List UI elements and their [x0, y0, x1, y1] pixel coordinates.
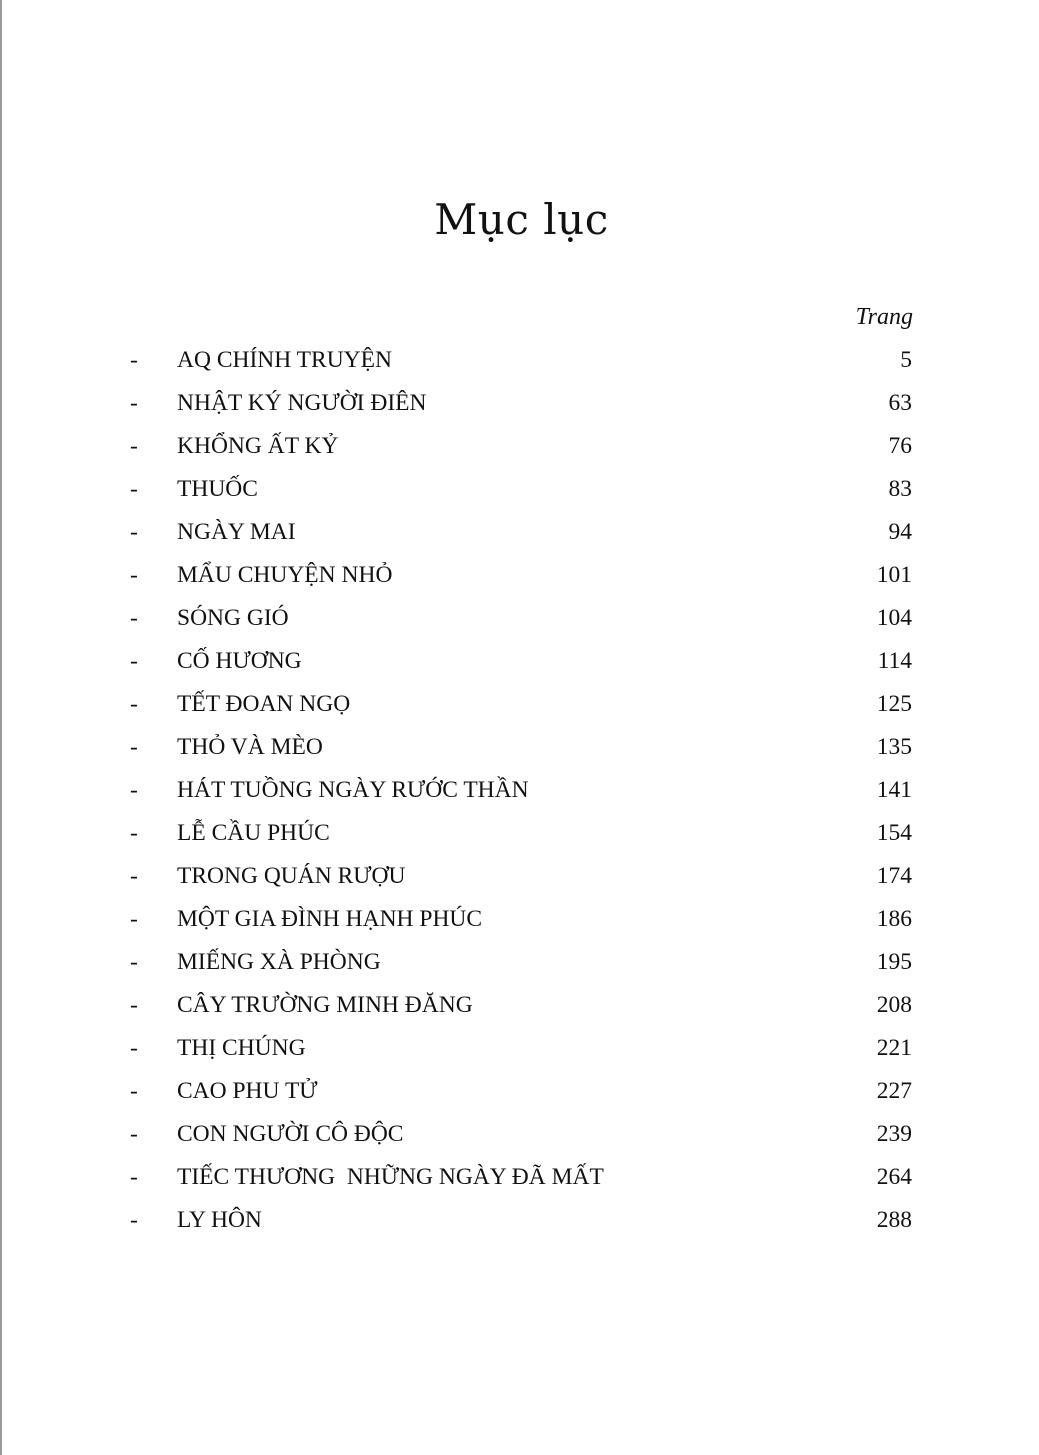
toc-entry-page-number: 264 — [876, 1164, 912, 1190]
toc-entry-page-number: 125 — [876, 691, 912, 717]
toc-entry-page-number: 154 — [876, 820, 912, 846]
toc-entry-dash: - — [130, 1121, 138, 1147]
toc-entry[interactable] — [0, 474, 1039, 517]
toc-entry[interactable] — [0, 517, 1039, 560]
toc-entry-dash: - — [130, 390, 138, 416]
toc-entry-page-number: 221 — [876, 1035, 912, 1061]
toc-entry-title: THỊ CHÚNG — [177, 1035, 306, 1061]
toc-entry-page-number: 186 — [876, 906, 912, 932]
toc-entry[interactable] — [0, 345, 1039, 388]
toc-entry-dash: - — [130, 691, 138, 717]
toc-entry[interactable] — [0, 1162, 1039, 1205]
toc-entry-page-number: 288 — [876, 1207, 912, 1233]
toc-entry-dash: - — [130, 906, 138, 932]
toc-entry-dash: - — [130, 433, 138, 459]
toc-entry-title: LY HÔN — [177, 1207, 262, 1233]
toc-entry-title: TẾT ĐOAN NGỌ — [177, 691, 351, 717]
toc-entry-page-number: 239 — [876, 1121, 912, 1147]
toc-entry-title: THỎ VÀ MÈO — [177, 734, 323, 760]
table-of-contents — [0, 345, 1039, 1248]
toc-entry-title: HÁT TUỒNG NGÀY RƯỚC THẦN — [177, 777, 529, 803]
toc-entry[interactable] — [0, 1033, 1039, 1076]
toc-entry-dash: - — [130, 347, 138, 373]
toc-entry[interactable] — [0, 646, 1039, 689]
toc-entry-dash: - — [130, 1078, 138, 1104]
toc-entry-dash: - — [130, 1207, 138, 1233]
toc-entry-dash: - — [130, 476, 138, 502]
toc-entry-title: MỘT GIA ĐÌNH HẠNH PHÚC — [177, 906, 483, 932]
toc-entry-dash: - — [130, 949, 138, 975]
toc-entry-dash: - — [130, 734, 138, 760]
toc-entry-title: CON NGƯỜI CÔ ĐỘC — [177, 1121, 404, 1147]
toc-entry-page-number: 174 — [876, 863, 912, 889]
toc-entry[interactable] — [0, 990, 1039, 1033]
toc-entry-dash: - — [130, 605, 138, 631]
toc-entry-dash: - — [130, 992, 138, 1018]
toc-entry-page-number: 227 — [876, 1078, 912, 1104]
toc-entry-page-number: 208 — [876, 992, 912, 1018]
toc-entry-page-number: 135 — [876, 734, 912, 760]
toc-entry[interactable] — [0, 732, 1039, 775]
toc-entry-dash: - — [130, 1035, 138, 1061]
toc-entry[interactable] — [0, 947, 1039, 990]
toc-entry-page-number: 5 — [900, 347, 912, 373]
toc-entry-title: TIẾC THƯƠNG NHỮNG NGÀY ĐÃ MẤT — [177, 1164, 604, 1190]
toc-entry-title: KHỔNG ẤT KỶ — [177, 433, 339, 459]
toc-entry-dash: - — [130, 820, 138, 846]
toc-entry-title: CỐ HƯƠNG — [177, 648, 302, 674]
toc-entry-title: SÓNG GIÓ — [177, 605, 289, 631]
toc-entry-title: MIẾNG XÀ PHÒNG — [177, 949, 381, 975]
toc-entry-page-number: 101 — [876, 562, 912, 588]
toc-entry-page-number: 76 — [888, 433, 912, 459]
toc-entry[interactable] — [0, 861, 1039, 904]
toc-entry[interactable] — [0, 689, 1039, 732]
toc-entry-title: AQ CHÍNH TRUYỆN — [177, 347, 392, 373]
toc-entry[interactable] — [0, 560, 1039, 603]
toc-entry[interactable] — [0, 775, 1039, 818]
toc-entry-dash: - — [130, 863, 138, 889]
toc-entry-dash: - — [130, 562, 138, 588]
toc-entry-page-number: 141 — [876, 777, 912, 803]
toc-entry-title: CÂY TRƯỜNG MINH ĐĂNG — [177, 992, 473, 1018]
toc-entry-page-number: 63 — [888, 390, 912, 416]
toc-entry-dash: - — [130, 519, 138, 545]
toc-entry-page-number: 104 — [876, 605, 912, 631]
toc-entry[interactable] — [0, 1119, 1039, 1162]
toc-entry[interactable] — [0, 388, 1039, 431]
toc-entry[interactable] — [0, 818, 1039, 861]
toc-entry-page-number: 94 — [888, 519, 912, 545]
toc-entry[interactable] — [0, 603, 1039, 646]
page-title: Mục lục — [434, 195, 609, 244]
toc-entry[interactable] — [0, 431, 1039, 474]
toc-entry-dash: - — [130, 648, 138, 674]
toc-entry[interactable] — [0, 1076, 1039, 1119]
toc-entry-dash: - — [130, 777, 138, 803]
toc-entry-title: CAO PHU TỬ — [177, 1078, 318, 1104]
toc-entry-title: TRONG QUÁN RƯỢU — [177, 863, 406, 889]
toc-entry-page-number: 114 — [877, 648, 912, 674]
toc-entry-dash: - — [130, 1164, 138, 1190]
toc-entry[interactable] — [0, 1205, 1039, 1248]
toc-entry[interactable] — [0, 904, 1039, 947]
toc-entry-title: NGÀY MAI — [177, 519, 296, 545]
toc-entry-title: LỄ CẦU PHÚC — [177, 820, 330, 846]
page-column-header: Trang — [855, 304, 913, 330]
toc-entry-page-number: 195 — [876, 949, 912, 975]
toc-entry-title: NHẬT KÝ NGƯỜI ĐIÊN — [177, 390, 427, 416]
toc-entry-title: THUỐC — [177, 476, 258, 502]
toc-entry-page-number: 83 — [888, 476, 912, 502]
toc-entry-title: MẨU CHUYỆN NHỎ — [177, 562, 393, 588]
